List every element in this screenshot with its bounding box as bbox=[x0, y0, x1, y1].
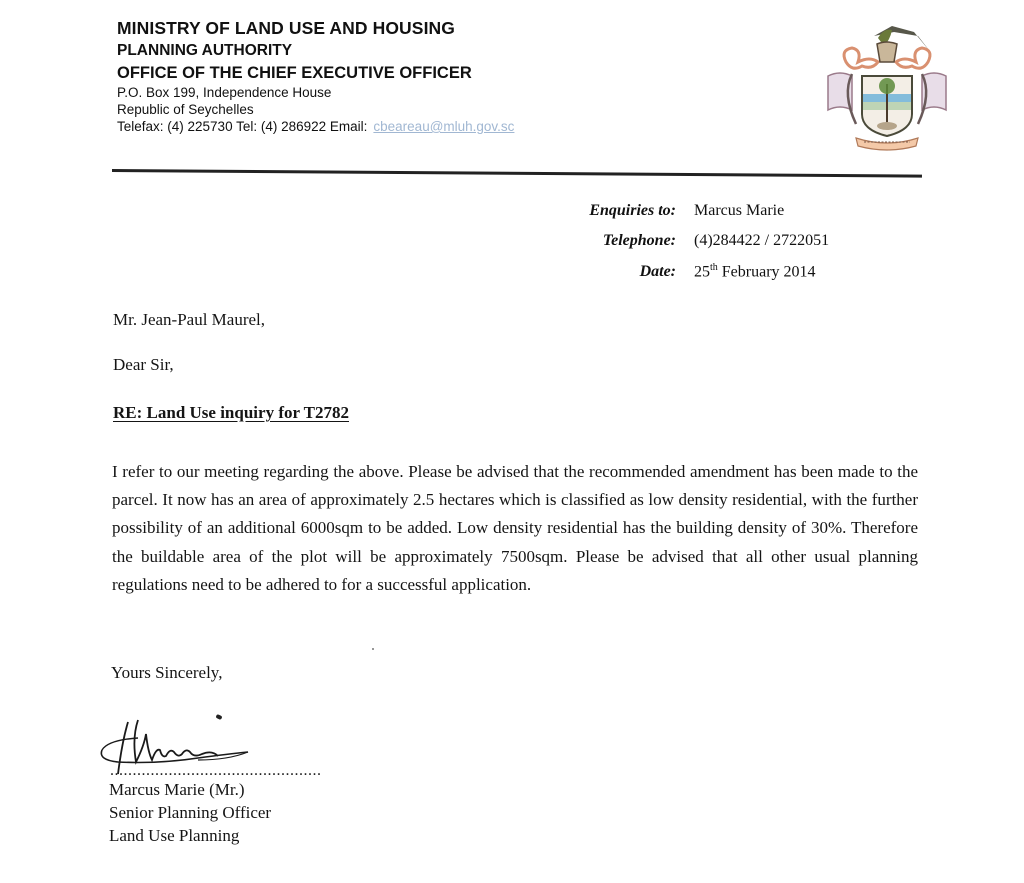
closing: Yours Sincerely, bbox=[111, 663, 223, 682]
date-rest: February 2014 bbox=[717, 263, 816, 281]
letter-body: I refer to our meeting regarding the above. Please be advised that the recommended amendment has been made to the parcel. It now has an area of approximately 2.5 hectares which is classified as low density residential, with the further possibility of an additional 6000sqm to be added. Low density residential has the building density of 30%. Therefore the buildable area of the plot will be approximately 7500sqm. Please be advised that all other usual planning regulations need to be adhered to for a successful application. bbox=[112, 462, 918, 594]
date-label: Date: bbox=[639, 263, 676, 281]
telephone-value: (4)284422 / 2722051 bbox=[694, 232, 830, 249]
contact-line bbox=[117, 118, 514, 135]
addressee: Mr. Jean-Paul Maurel, bbox=[113, 310, 266, 329]
meta-telephone bbox=[540, 232, 829, 262]
header-divider bbox=[112, 169, 922, 178]
seychelles-coat-of-arms-icon bbox=[822, 14, 952, 154]
email-link[interactable]: cbeareau@mluh.gov.sc bbox=[373, 119, 515, 134]
office-name: OFFICE OF THE CHIEF EXECUTIVE OFFICER bbox=[117, 64, 472, 82]
telephone-label: Telephone: bbox=[602, 232, 676, 249]
scan-speck bbox=[372, 648, 374, 650]
letter-meta bbox=[540, 202, 829, 292]
enquiries-label: Enquiries to: bbox=[589, 202, 676, 219]
date-value bbox=[694, 262, 816, 281]
letterhead bbox=[117, 16, 514, 135]
date-suffix: th bbox=[710, 262, 718, 273]
authority-name: PLANNING AUTHORITY bbox=[117, 42, 293, 59]
salutation: Dear Sir, bbox=[113, 355, 174, 374]
subject-line: RE: Land Use inquiry for T2782 bbox=[113, 403, 349, 422]
signatory-department: Land Use Planning bbox=[109, 826, 240, 845]
signature-line: ............................................... bbox=[110, 762, 322, 779]
ministry-name: MINISTRY OF LAND USE AND HOUSING bbox=[117, 18, 455, 38]
enquiries-value: Marcus Marie bbox=[694, 202, 785, 219]
meta-date bbox=[540, 262, 829, 292]
meta-enquiries bbox=[540, 202, 829, 232]
signatory-block bbox=[109, 778, 271, 847]
date-day: 25 bbox=[694, 263, 710, 281]
signatory-title: Senior Planning Officer bbox=[109, 803, 272, 822]
signatory-name: Marcus Marie (Mr.) bbox=[109, 780, 245, 799]
address-line-1: P.O. Box 199, Independence House bbox=[117, 85, 332, 100]
address-line-2: Republic of Seychelles bbox=[117, 102, 254, 117]
contact-numbers: Telefax: (4) 225730 Tel: (4) 286922 Email: bbox=[117, 119, 368, 134]
